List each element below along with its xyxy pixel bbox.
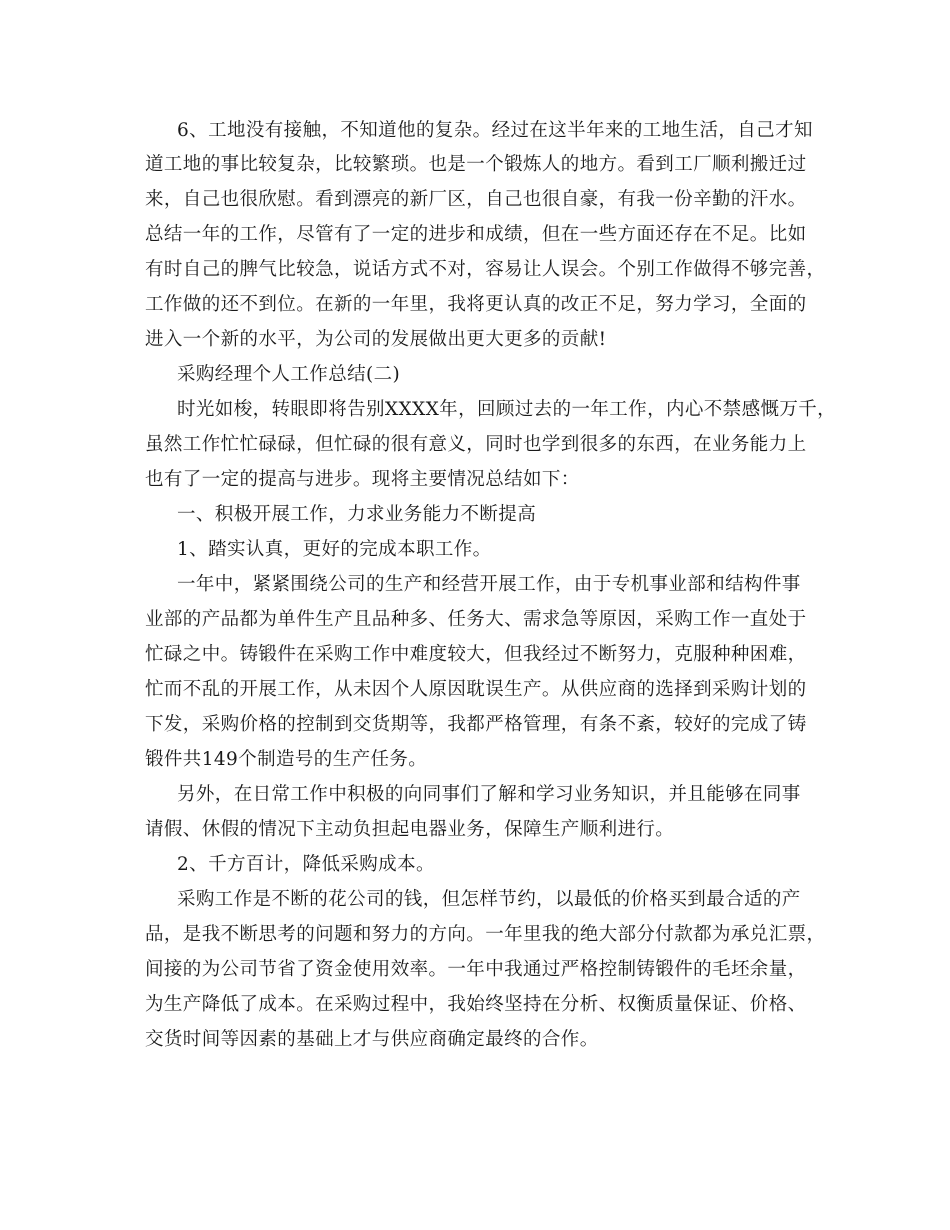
text-line: 另外，在日常工作中积极的向同事们了解和学习业务知识，并且能够在同事 [177, 784, 801, 805]
text-line: 锻件共149个制造号的生产任务。 [145, 749, 428, 770]
text-line: 也有了一定的提高与进步。现将主要情况总结如下： [145, 469, 580, 490]
text-line: 业部的产品都为单件生产且品种多、任务大、需求急等原因，采购工作一直处于 [145, 609, 807, 630]
text-line: 来，自己也很欣慰。看到漂亮的新厂区，自己也很自豪，有我一份辛勤的汗水。 [145, 189, 807, 210]
text-line: 进入一个新的水平，为公司的发展做出更大更多的贡献! [145, 329, 607, 350]
text-line: 道工地的事比较复杂，比较繁琐。也是一个锻炼人的地方。看到工厂顺利搬迁过 [145, 154, 807, 175]
text-line: 总结一年的工作，尽管有了一定的进步和成绩，但在一些方面还存在不足。比如 [145, 224, 807, 245]
text-line: 交货时间等因素的基础上才与供应商确定最终的合作。 [145, 1029, 599, 1050]
text-line: 请假、休假的情况下主动负担起电器业务，保障生产顺利进行。 [145, 819, 675, 840]
text-line: 时光如梭，转眼即将告别XXXX年，回顾过去的一年工作，内心不禁感慨万千， [177, 399, 837, 420]
subsection-heading: 1、踏实认真，更好的完成本职工作。 [177, 539, 492, 560]
text-line: 采购工作是不断的花公司的钱，但怎样节约，以最低的价格买到最合适的产 [177, 889, 801, 910]
text-line: 为生产降低了成本。在采购过程中，我始终坚持在分析、权衡质量保证、价格、 [145, 994, 807, 1015]
text-line: 工作做的还不到位。在新的一年里，我将更认真的改正不足，努力学习，全面的 [145, 294, 807, 315]
text-line: 虽然工作忙忙碌碌，但忙碌的很有意义，同时也学到很多的东西，在业务能力上 [145, 434, 807, 455]
text-line: 间接的为公司节省了资金使用效率。一年中我通过严格控制铸锻件的毛坯余量， [145, 959, 807, 980]
text-line: 下发，采购价格的控制到交货期等，我都严格管理，有条不紊，较好的完成了铸 [145, 714, 807, 735]
text-line: 忙而不乱的开展工作，从未因个人原因耽误生产。从供应商的选择到采购计划的 [145, 679, 807, 700]
section-heading: 一、积极开展工作，力求业务能力不断提高 [177, 504, 537, 525]
text-line: 忙碌之中。铸锻件在采购工作中难度较大，但我经过不断努力，克服种种困难， [145, 644, 807, 665]
subsection-heading: 2、千方百计，降低采购成本。 [177, 854, 435, 875]
text-line: 有时自己的脾气比较急，说话方式不对，容易让人误会。个别工作做得不够完善， [145, 259, 826, 280]
text-line: 6、工地没有接触，不知道他的复杂。经过在这半年来的工地生活，自己才知 [177, 120, 813, 141]
text-line: 品，是我不断思考的问题和努力的方向。一年里我的绝大部分付款都为承兑汇票， [145, 924, 826, 945]
text-line: 一年中，紧紧围绕公司的生产和经营开展工作，由于专机事业部和结构件事 [177, 574, 801, 595]
section-title: 采购经理个人工作总结(二) [177, 364, 401, 385]
